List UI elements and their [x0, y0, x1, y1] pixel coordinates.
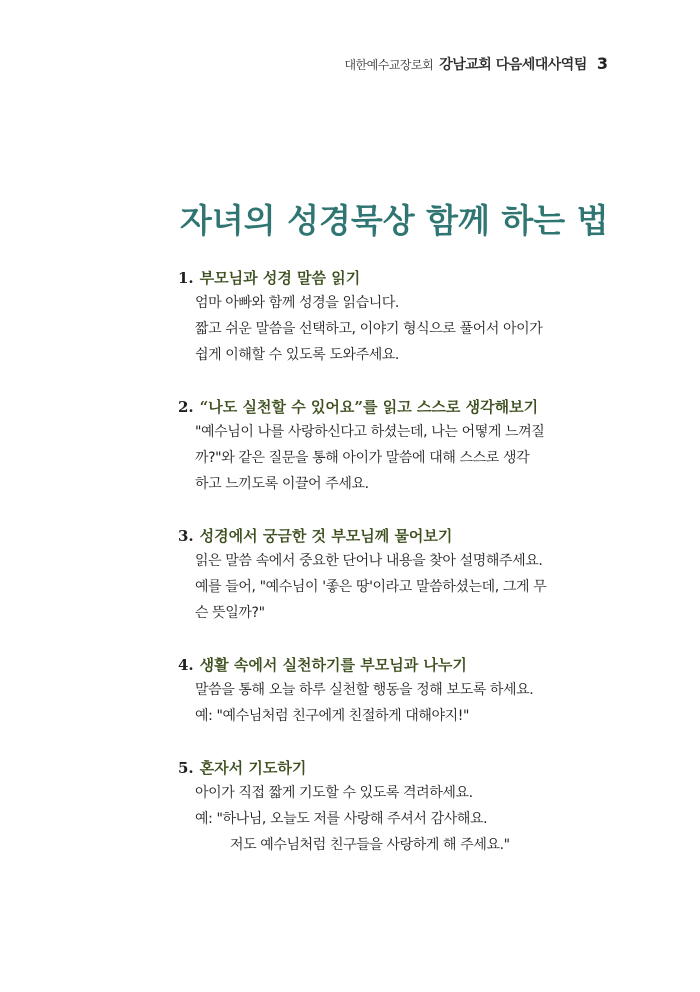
section-3: [178, 524, 610, 626]
body-line: 엄마 아빠와 함께 성경을 읽습니다.: [195, 295, 399, 311]
section-heading: [178, 395, 610, 419]
body-line: 아이가 직접 짧게 기도할 수 있도록 격려하세요.: [195, 785, 473, 801]
section-5: [178, 756, 610, 858]
section-number: 4.: [178, 656, 194, 674]
body-line: 짧고 쉬운 말씀을 선택하고, 이야기 형식으로 풀어서 아이가: [195, 321, 543, 337]
body-line: 슨 뜻일까?": [195, 605, 265, 621]
header-team: 강남교회 다음세대사역팀: [439, 57, 587, 73]
body-line: 예: "예수님처럼 친구에게 친절하게 대해야지!": [195, 708, 470, 724]
section-number: 1.: [178, 269, 194, 287]
body-line: 까?"와 같은 질문을 통해 아이가 말씀에 대해 스스로 생각: [195, 450, 530, 466]
section-heading-text: 부모님과 성경 말씀 읽기: [199, 269, 361, 287]
body-line: 예: "하나님, 오늘도 저를 사랑해 주셔서 감사해요.: [195, 811, 488, 827]
page-header: [344, 54, 608, 74]
sections-list: [178, 266, 610, 885]
section-body: [178, 780, 610, 858]
section-number: 5.: [178, 759, 194, 777]
body-line: 쉽게 이해할 수 있도록 도와주세요.: [195, 347, 399, 363]
section-heading: [178, 756, 610, 780]
section-heading-text: 성경에서 궁금한 것 부모님께 물어보기: [199, 527, 453, 545]
section-heading: [178, 653, 610, 677]
section-heading: [178, 266, 610, 290]
section-heading: [178, 524, 610, 548]
body-line: "예수님이 나를 사랑하신다고 하셨는데, 나는 어떻게 느껴질: [195, 424, 545, 440]
section-1: [178, 266, 610, 368]
header-organization: 대한예수교장로회: [344, 58, 434, 72]
section-number: 3.: [178, 527, 194, 545]
body-line: 말씀을 통해 오늘 하루 실천할 행동을 정해 보도록 하세요.: [195, 682, 534, 698]
section-heading-text: “나도 실천할 수 있어요”를 읽고 스스로 생각해보기: [199, 398, 539, 416]
section-body: [178, 419, 610, 497]
section-2: [178, 395, 610, 497]
section-body: [178, 548, 610, 626]
section-heading-text: 혼자서 기도하기: [199, 759, 307, 777]
section-number: 2.: [178, 398, 194, 416]
body-line: 하고 느끼도록 이끌어 주세요.: [195, 476, 369, 492]
page-number: 3: [596, 54, 608, 73]
section-heading-text: 생활 속에서 실천하기를 부모님과 나누기: [199, 656, 467, 674]
page-title: 자녀의 성경묵상 함께 하는 법: [180, 201, 609, 240]
section-body: [178, 290, 610, 368]
section-4: [178, 653, 610, 729]
body-line: 예를 들어, "예수님이 '좋은 땅'이라고 말씀하셨는데, 그게 무: [195, 579, 547, 595]
section-body: [178, 677, 610, 729]
body-line: 저도 예수님처럼 친구들을 사랑하게 해 주세요.": [230, 837, 510, 853]
body-line: 읽은 말씀 속에서 중요한 단어나 내용을 찾아 설명해주세요.: [195, 553, 543, 569]
